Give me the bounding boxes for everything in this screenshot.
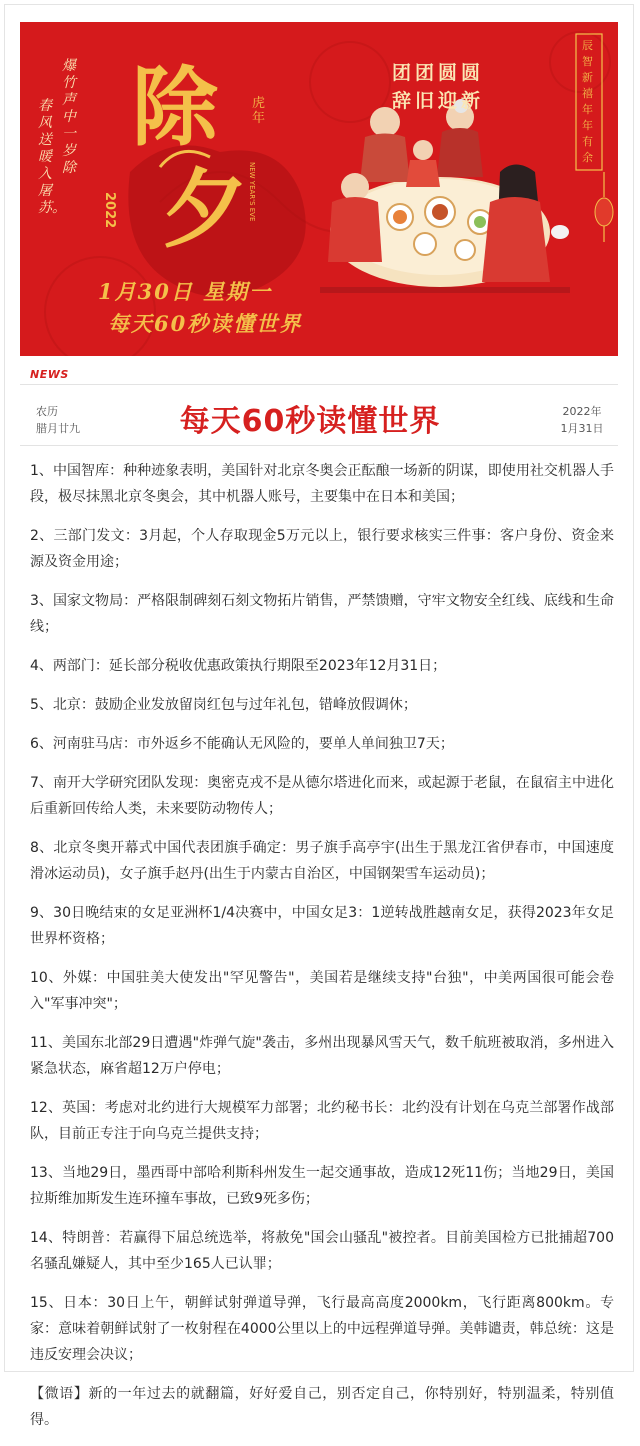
news-tag: NEWS [30,368,69,381]
news-item-13: 13、当地29日，墨西哥中部哈利斯科州发生一起交通事故，造成12死11伤；当地29日，美国拉斯维加斯发生连环撞车事故，已致9死多伤； [30,1165,614,1207]
news-item-9: 9、30日晚结束的女足亚洲杯1/4决赛中，中国女足3：1逆转战胜越南女足，获得2023年女足世界杯资格； [30,905,614,947]
banner-greet-line-2: 辞旧迎新 [392,90,485,112]
news-list [30,458,614,1446]
banner-greet-line-1: 团团圆圆 [392,62,485,84]
solar-date [552,403,612,437]
news-item-7: 7、南开大学研究团队发现：奥密克戎不是从德尔塔进化而来，或起源于老鼠，在鼠宿主中进化后重新回传给人类，未来要防动物传人； [30,775,614,817]
masthead-divider-bottom [20,445,618,446]
news-item-8: 8、北京冬奥开幕式中国代表团旗手确定：男子旗手高亭宇(出生于黑龙江省伊春市，中国速度滑冰运动员)，女子旗手赵丹(出生于内蒙古自治区，中国钢架雪车运动员)； [30,840,614,882]
lunar-date-value: 腊月廿九 [36,422,80,435]
banner-side-en: NEW YEAR'S EVE [248,162,256,222]
lantern-icon [595,172,613,242]
banner-tiger-tag: 虎年 [252,96,266,126]
news-item-6: 6、河南驻马店：市外返乡不能确认无风险的，要单人单间独卫7天； [30,736,454,752]
solar-date-year: 2022年 [562,405,602,418]
banner-title-char-1: 除 [132,57,218,158]
banner-poem-line-2: 春风送暖入屠苏。 [38,98,66,216]
masthead-divider-top [20,384,618,385]
weiyu-quote: 【微语】新的一年过去的就翻篇，好好爱自己，别否定自己，你特别好，特别温柔，特别值得。 [30,1386,614,1428]
news-item-11: 11、美国东北部29日遭遇"炸弹气旋"袭击，多州出现暴风雪天气，数千航班被取消，多州进入紧急状态，麻省超12万户停电； [30,1035,614,1077]
banner-title-char-2: 夕 [162,159,248,260]
lunar-date [36,403,96,437]
news-item-1: 1、中国智库：种种迹象表明，美国针对北京冬奥会正酝酿一场新的阴谋，即使用社交机器人手段，极尽抹黑北京冬奥会，其中机器人账号，主要集中在日本和美国； [30,463,614,505]
banner-poem-line-1: 爆竹声中一岁除 [62,58,76,176]
news-item-10: 10、外媒：中国驻美大使发出"罕见警告"，美国若是继续支持"台独"，中美两国很可能会卷入"军事冲突"； [30,970,614,1012]
news-item-5: 5、北京：鼓励企业发放留岗红包与过年礼包，错峰放假调休； [30,697,417,713]
banner-stamp: 辰智新禧年年有余 [582,39,593,164]
lunar-date-label: 农历 [36,405,58,418]
news-item-12: 12、英国：考虑对北约进行大规模军力部署；北约秘书长：北约没有计划在乌克兰部署作战部队，目前正专注于向乌克兰提供支持； [30,1100,614,1142]
banner-year: 2022 [102,192,117,229]
masthead-title: 每天60秒读懂世界 [179,404,441,439]
family-dinner-illustration [320,99,570,293]
news-item-3: 3、国家文物局：严格限制碑刻石刻文物拓片销售，严禁馈赠，守牢文物安全红线、底线和生命线； [30,593,614,635]
news-item-4: 4、两部门：延长部分税收优惠政策执行期限至2023年12月31日； [30,658,447,674]
solar-date-day: 1月31日 [560,422,604,435]
banner-slogan: 每天60秒读懂世界 [108,311,303,336]
banner-image [20,22,618,356]
news-item-15: 15、日本：30日上午，朝鲜试射弹道导弹，飞行最高高度2000km，飞行距离800km。专家：意味着朝鲜试射了一枚射程在4000公里以上的中远程弹道导弹。美韩谴责，韩总统：这是违反安理会决议； [30,1295,614,1363]
news-item-14: 14、特朗普：若赢得下届总统选举，将赦免"国会山骚乱"被控者。目前美国检方已批捕超700名骚乱嫌疑人，其中至少165人已认罪； [30,1230,614,1272]
news-item-2: 2、三部门发文：3月起，个人存取现金5万元以上，银行要求核实三件事：客户身份、资金来源及资金用途； [30,528,614,570]
banner-date-line: 1月30日 星期一 [98,279,273,304]
